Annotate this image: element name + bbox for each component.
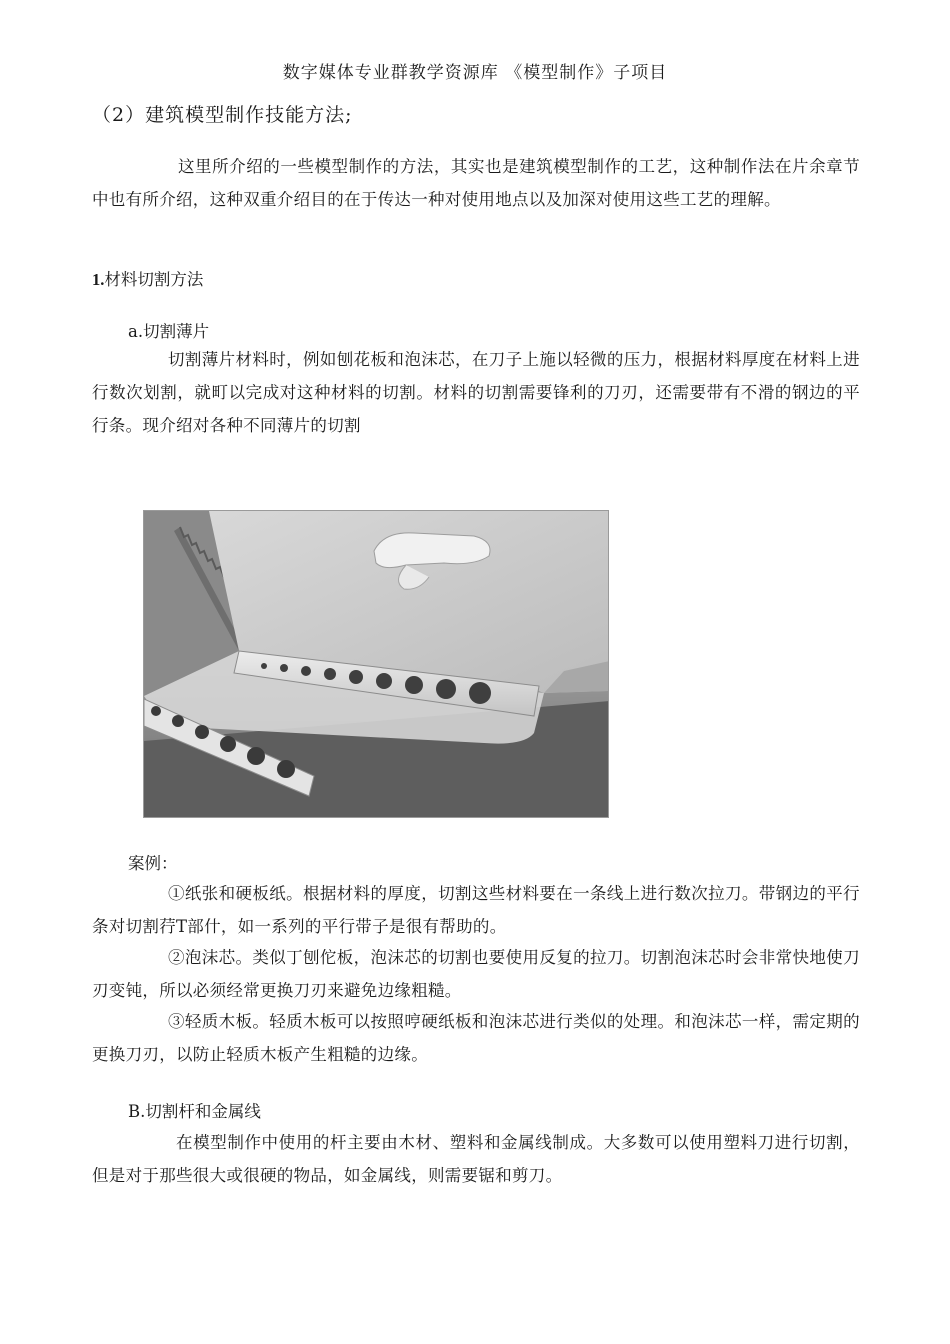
examples-label: 案例： — [128, 854, 178, 873]
subsection-a-heading: a.切割薄片 — [128, 322, 210, 341]
page-header: 数字媒体专业群教学资源库 《模型制作》子项目 — [282, 63, 668, 83]
example-item: ①纸张和硬板纸。根据材料的厚度，切割这些材料要在一条线上进行数次拉刀。带钢边的平行条对切割荇T部什，如一系列的平行带子是很有帮助的。 — [92, 884, 860, 936]
subsection-b-heading: B.切割杆和金属线 — [128, 1102, 261, 1121]
subsection-a-paragraph: 切割薄片材料时，例如刨花板和泡沫芯，在刀子上施以轻微的压力，根据材料厚度在材料上进行数次划割，就町以完成对这种材料的切割。材料的切割需要锋利的刀刃，还需要带有不滑的钢边的平行条。现介绍对各种不同薄片的切割 — [92, 350, 860, 435]
example-item: ②泡沫芯。类似丁刨佗板，泡沫芯的切割也要使用反复的拉刀。切割泡沫芯时会非常快地使刀刃变钝，所以必须经常更换刀刃来避免边缘粗糙。 — [92, 948, 860, 1000]
part1-number: 1. — [92, 270, 105, 289]
section-heading: （2）建筑模型制作技能方法; — [92, 104, 353, 126]
example-item: ③轻质木板。轻质木板可以按照哼硬纸板和泡沫芯进行类似的处理。和泡沫芯一样，需定期的更换刀刃，以防止轻质木板产生粗糙的边缘。 — [92, 1012, 860, 1064]
part1-heading — [92, 266, 203, 290]
subsection-b-paragraph: 在模型制作中使用的杆主要由木材、塑料和金属线制成。大多数可以使用塑料刀进行切割，但是对于那些很大或很硬的物品，如金属线，则需要锯和剪刀。 — [92, 1133, 860, 1185]
cutting-photo-illustration — [144, 511, 609, 818]
intro-paragraph: 这里所介绍的一些模型制作的方法，其实也是建筑模型制作的工艺，这种制作法在片余章节中也有所介绍，这种双重介绍目的在于传达一种对使用地点以及加深对使用这些工艺的理解。 — [92, 157, 860, 209]
part1-title: 材料切割方法 — [104, 270, 204, 289]
cutting-photo — [143, 510, 609, 818]
